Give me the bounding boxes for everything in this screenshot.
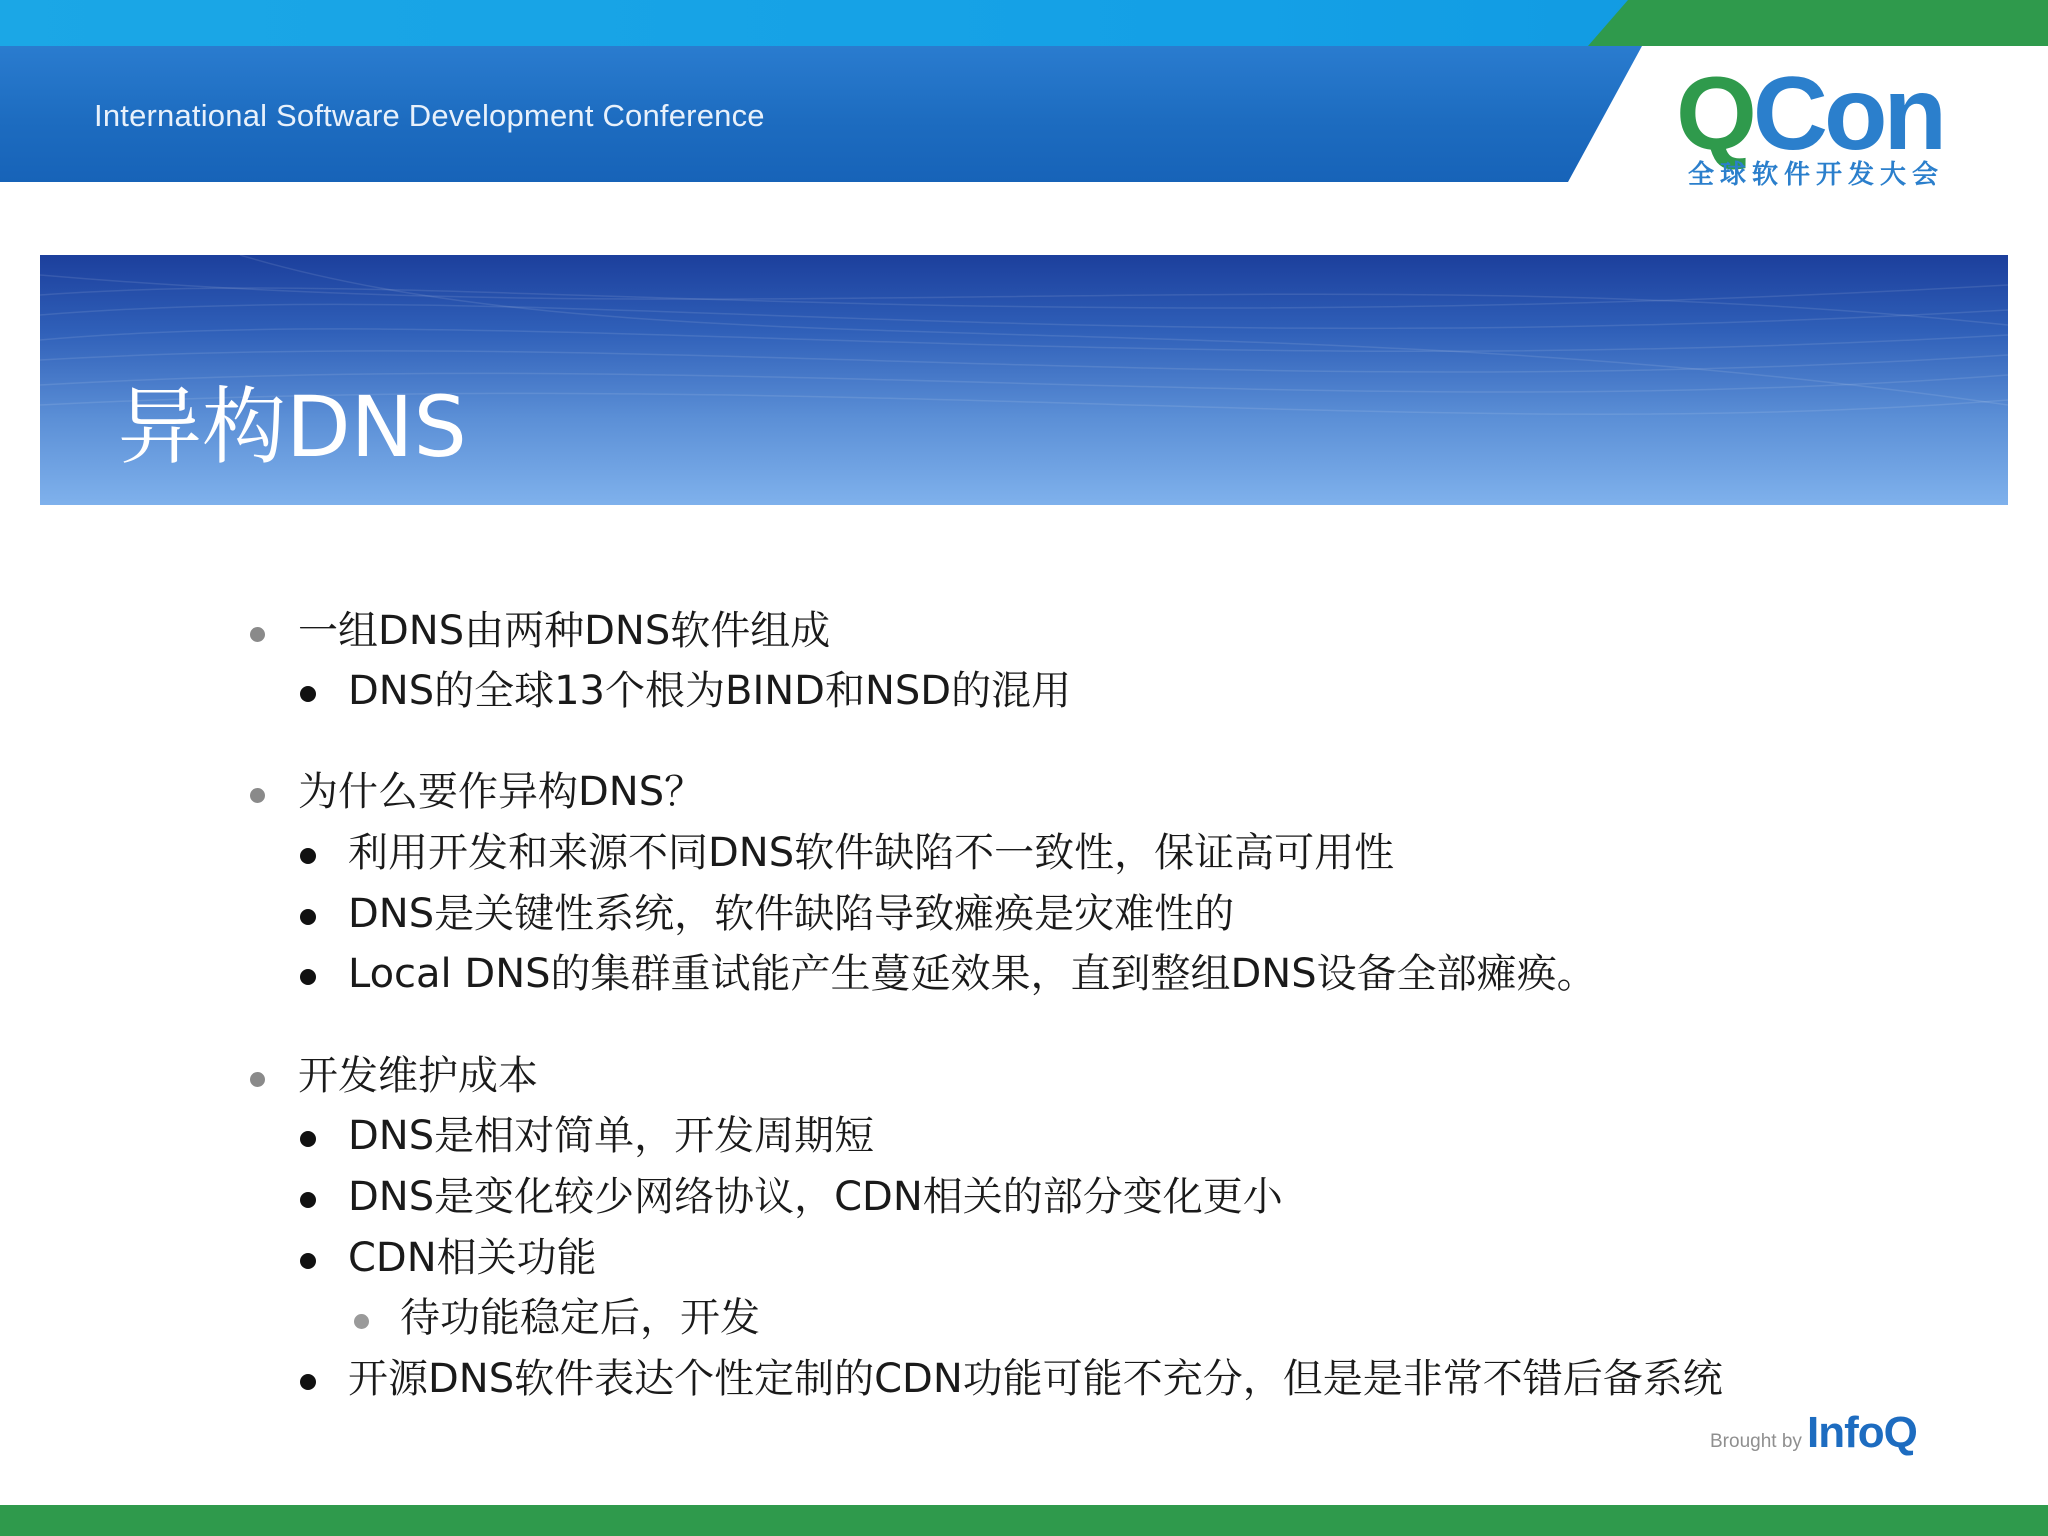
bullet-dot-icon: [250, 788, 265, 803]
bullet-item: [348, 891, 1235, 937]
bullet-text: Local DNS的集群重试能产生蔓延效果，直到整组DNS设备全部瘫痪。: [348, 951, 1597, 997]
bullet-text: DNS是关键性系统，软件缺陷导致瘫痪是灾难性的: [348, 891, 1235, 937]
bullet-item: [348, 1235, 597, 1281]
bullet-dot-icon: [250, 1072, 265, 1087]
bullet-dot-icon: [300, 1192, 316, 1208]
slide-title: 异构DNS: [118, 378, 467, 476]
bullet-text: DNS的全球13个根为BIND和NSD的混用: [348, 668, 1072, 714]
bullet-text: 为什么要作异构DNS？: [298, 769, 705, 815]
bullet-dot-icon: [300, 969, 316, 985]
bullet-item: [348, 1113, 875, 1159]
conference-subtitle: International Software Development Conference: [94, 98, 765, 133]
bullet-dot-icon: [300, 1374, 316, 1390]
bullet-text: 一组DNS由两种DNS软件组成: [298, 608, 831, 654]
title-banner: [40, 255, 2008, 505]
infoq-brand-tag: [1710, 1408, 1917, 1458]
bullet-item: [298, 769, 705, 815]
bullet-dot-icon: [300, 686, 316, 702]
bullet-item: [298, 1053, 538, 1099]
qcon-logo-tagline: 全球软件开发大会: [1688, 160, 1945, 190]
bullet-item: [298, 608, 831, 654]
bullet-item: [348, 1174, 1283, 1220]
bullet-item: [348, 668, 1072, 714]
bullet-item: [400, 1295, 760, 1341]
footer-green-bar: [0, 1505, 2048, 1536]
qcon-logo: [1676, 56, 1966, 190]
infoq-logo: [1807, 1408, 1917, 1457]
bullet-dot-icon: [300, 909, 316, 925]
bullet-text: 开源DNS软件表达个性定制的CDN功能可能不充分，但是是非常不错后备系统: [348, 1356, 1723, 1402]
bullet-text: 开发维护成本: [298, 1053, 538, 1099]
qcon-logo-con: Con: [1752, 56, 1944, 172]
bullet-item: [348, 1356, 1723, 1402]
qcon-logo-q: Q: [1676, 56, 1753, 172]
bullet-item: [348, 951, 1597, 997]
bullet-text: CDN相关功能: [348, 1235, 597, 1281]
bullet-text: 待功能稳定后，开发: [400, 1295, 760, 1341]
bullet-dot-icon: [354, 1314, 369, 1329]
header-top-green-accent: [1588, 0, 2048, 46]
bullet-item: [348, 830, 1395, 876]
bullet-dot-icon: [250, 627, 265, 642]
infoq-brought-by: Brought by: [1710, 1431, 1802, 1452]
bullet-dot-icon: [300, 848, 316, 864]
bullet-dot-icon: [300, 1131, 316, 1147]
qcon-logo-word: [1676, 56, 1944, 172]
bullet-text: DNS是变化较少网络协议，CDN相关的部分变化更小: [348, 1174, 1283, 1220]
bullet-text: 利用开发和来源不同DNS软件缺陷不一致性，保证高可用性: [348, 830, 1395, 876]
infoq-logo-text: InfoQ: [1807, 1408, 1917, 1457]
bullet-text: DNS是相对简单，开发周期短: [348, 1113, 875, 1159]
bullet-dot-icon: [300, 1253, 316, 1269]
